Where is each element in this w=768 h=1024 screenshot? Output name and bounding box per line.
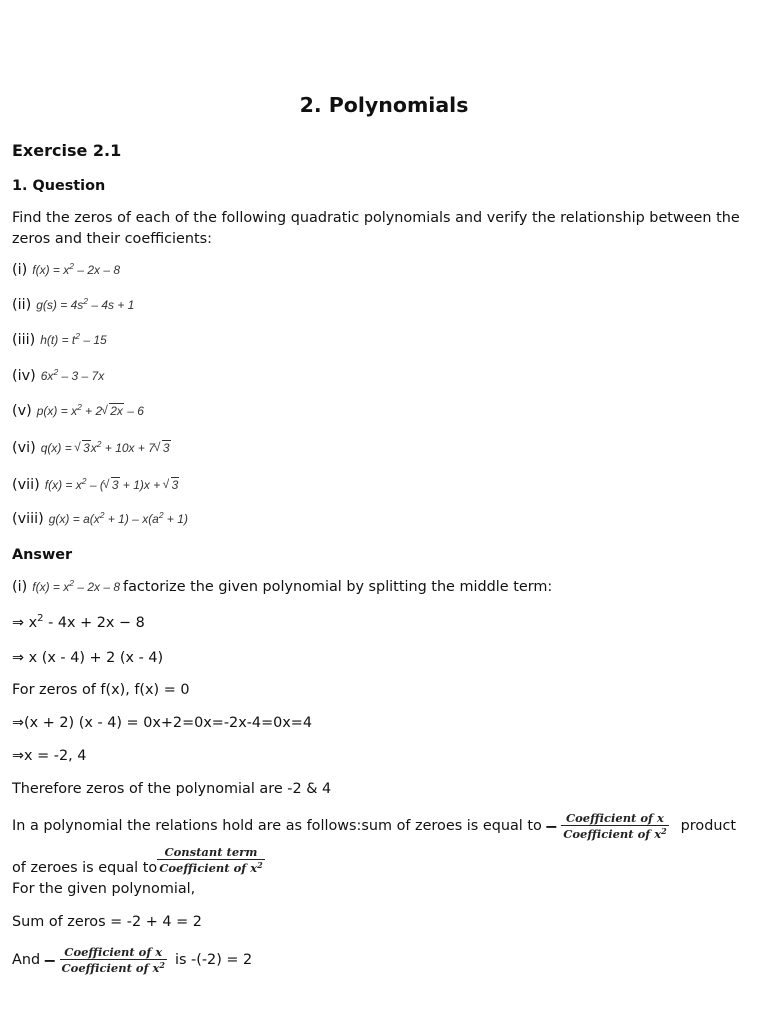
page-title: 2. Polynomials [299,93,469,117]
product-line: of zeroes is equal to $\frac{\text{Constant term}}{Coefficient of x^2}$ [12,845,263,876]
step-1: ⇒ $x^2 - 4x + 2x - 8$ [12,613,145,631]
item-label: (vii) [12,477,40,493]
fraction-product: $\frac{\text{Constant term}}{Coefficient of x^2}$ [159,845,263,875]
item-label: (v) [12,403,32,419]
question-text: Find the zeros of each of the following quadratic polynomials and verify the relationship between the zeros and their coefficients: [12,210,740,247]
and-line: And − $\frac{\text{Coefficient of x}}{Coefficient of x^2}$ is -(-2) = 2 [12,945,253,975]
step-3: For zeros of f(x), f(x) = 0 [12,682,190,698]
step-4: ⇒(x + 2) (x - 4) = 0x+2=0x=-2x-4=0x=4 [12,715,313,731]
answer-intro: (i) $f(x) = x^2 - 2x - 8$ factorize the given polynomial by splitting the middle term: [12,578,553,595]
item-label: (ii) [12,297,32,313]
step-2: ⇒ x (x - 4) + 2 (x - 4) [12,650,164,666]
relation-line: In a polynomial the relations hold are as follows:sum of zeroes is equal to − $\frac{\text{Coefficient of x}}{Coefficient of x^2}$ product [12,811,737,841]
item-expression: $p(x) = x^2 + 2√$ 2x – 6 [37,404,144,418]
question-item-vii [12,477,179,493]
item-expression: $h(t) = t^2 - 15$ [40,331,107,347]
question-item-v [12,403,144,419]
item-expression: $g(s) = 4s^2 - 4s + 1$ [36,296,135,312]
question-heading: 1. Question [12,178,106,194]
item-label: (vi) [12,440,36,456]
item-expression: $f(x) = x^2$ – (√ 3 + 1)x + √ 3 [45,478,180,492]
exercise-heading: Exercise 2.1 [12,141,122,160]
item-expression: $f(x) = x^2 - 2x - 8$ [32,261,121,277]
item-expression: $g(x) = a(x^2 + 1) - x(a^2 + 1)$ [48,510,188,526]
question-item-iv [12,368,104,384]
item-label: (viii) [12,511,44,527]
question-item-vi [12,440,171,456]
step-6: Therefore zeros of the polynomial are -2 & 4 [12,781,332,797]
item-label: (iii) [12,332,36,348]
item-label: (iv) [12,368,36,384]
answer-expression: $f(x) = x^2 - 2x - 8$ [32,578,121,594]
sum-line: Sum of zeros = -2 + 4 = 2 [12,914,202,930]
fraction-and: $\frac{\text{Coefficient of x}}{Coefficient of x^2}$ [61,945,165,975]
item-expression: $6x^2 - 3 - 7x$ [40,367,105,383]
item-expression: q(x) = √ $3x^2 + 10x + 7√$ 3 [41,441,171,455]
question-item-iii [12,332,107,348]
fraction-sum: $\frac{\text{Coefficient of x}}{Coefficient of x^2}$ [563,811,667,841]
given-line: For the given polynomial, [12,881,196,897]
question-item-viii [12,511,188,527]
question-item-ii [12,297,134,313]
question-item-i [12,262,120,278]
answer-heading: Answer [12,547,73,563]
step-5: ⇒x = -2, 4 [12,748,87,764]
item-label: (i) [12,262,28,278]
